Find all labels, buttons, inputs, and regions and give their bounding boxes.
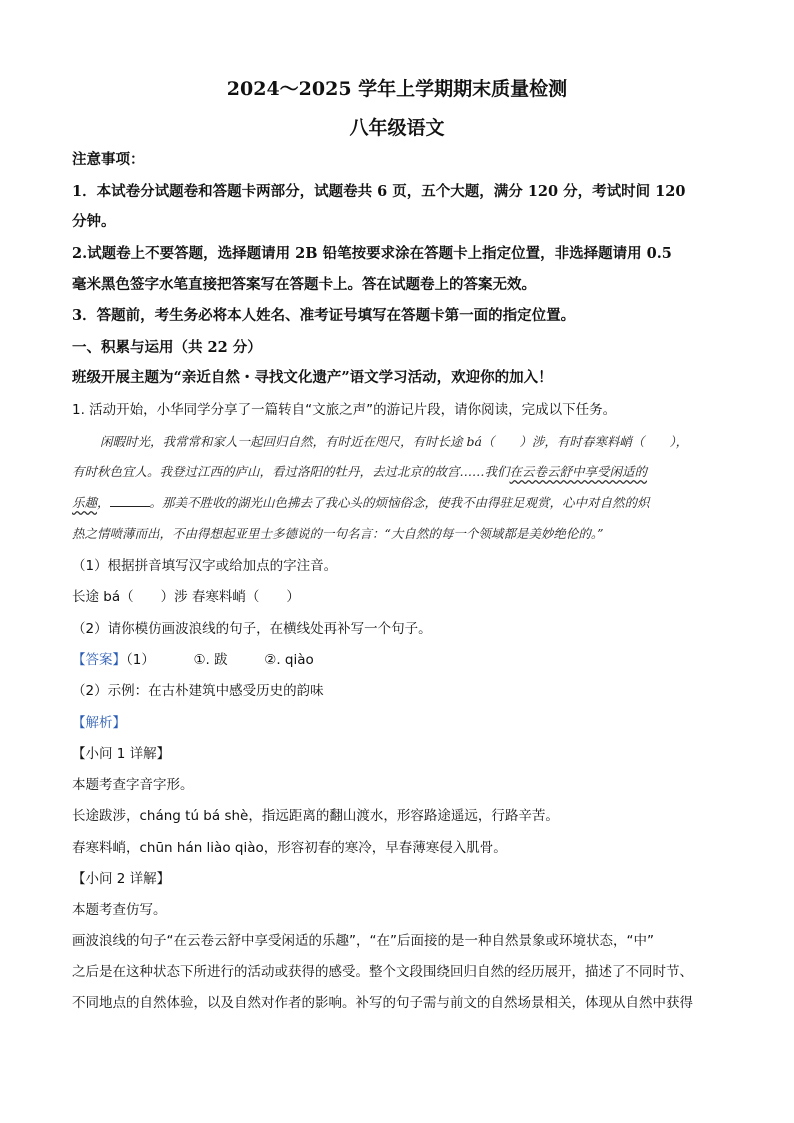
notice-item-2-line-2: 毫米黑色签字水笔直接把答案写在答题卡上。答在试题卷上的答案无效。 bbox=[72, 276, 536, 293]
answer-line bbox=[72, 650, 314, 670]
analysis-1-line-3: 春寒料峭，chūn hán liào qiào，形容初春的寒冷，早春薄寒侵入肌骨。 bbox=[72, 840, 507, 856]
passage-line-2 bbox=[72, 462, 647, 482]
analysis-2-line-4: 不同地点的自然体验，以及自然对作者的影响。补写的句子需与前文的自然场景相关，体现从自然中获得 bbox=[72, 995, 693, 1011]
passage-text: 闲暇时光，我常常和家人一起回归自然，有时近在咫尺，有时长途 bá（ ）涉，有时春寒料峭（ ）， bbox=[100, 434, 689, 449]
question-1-1: （1）根据拼音填写汉字或给加点的字注音。 bbox=[72, 558, 338, 574]
analysis-2-line-2: 画波浪线的句子“在云卷云舒中享受闲适的乐趣”，“在”后面接的是一种自然景象或环境状态，“中” bbox=[72, 933, 654, 949]
question-1-2: （2）请你模仿画波浪线的句子，在横线处再补写一个句子。 bbox=[72, 621, 432, 637]
passage-line-4: 热之情喷薄而出，不由得想起亚里士多德说的一句名言：“大自然的每一个领域都是美妙绝伦的。” bbox=[72, 526, 604, 541]
fill-in-blank bbox=[110, 494, 150, 507]
answer-1: . 跋 bbox=[205, 652, 228, 668]
passage-text: 。那美不胜收的湖光山色拂去了我心头的烦恼俗念，使我不由得驻足观赏，心中对自然的炽 bbox=[149, 495, 650, 510]
notice-item-3: 3．答题前，考生务必将本人姓名、准考证号填写在答题卡第一面的指定位置。 bbox=[72, 307, 576, 324]
answer-label: 【答案】 bbox=[72, 652, 126, 668]
sub-question-2-heading: 【小问 2 详解】 bbox=[72, 871, 171, 887]
section-intro: 班级开展主题为“亲近自然・寻找文化遗产”语文学习活动，欢迎你的加入！ bbox=[72, 369, 553, 386]
notice-heading: 注意事项： bbox=[72, 151, 145, 168]
analysis-1-line-2: 长途跋涉，cháng tú bá shè，指远距离的翻山渡水，形容路途遥远，行路辛苦。 bbox=[72, 808, 559, 824]
notice-item-1-line-2: 分钟。 bbox=[72, 213, 116, 230]
answer-part-1: （1） bbox=[126, 652, 155, 668]
analysis-1-line-1: 本题考查字音字形。 bbox=[72, 777, 194, 793]
wavy-underlined-sentence-end: 乐趣 bbox=[72, 495, 98, 510]
sub-question-1-heading: 【小问 1 详解】 bbox=[72, 746, 171, 762]
exam-subtitle: 八年级语文 bbox=[349, 117, 445, 139]
analysis-label: 【解析】 bbox=[72, 715, 126, 731]
exam-title: 2024～2025 学年上学期期末质量检测 bbox=[226, 78, 568, 100]
wavy-underlined-sentence: 在云卷云舒中享受闲适的 bbox=[509, 464, 648, 479]
notice-item-2-line-1: 2.试题卷上不要答题，选择题请用 2B 铅笔按要求涂在答题卡上指定位置，非选择题请用 0.5 bbox=[72, 245, 672, 262]
notice-item-1-line-1: 1．本试卷分试题卷和答题卡两部分，试题卷共 6 页，五个大题，满分 120 分，考试时间 120 bbox=[72, 183, 686, 200]
question-1-1-items: 长途 bá（ ）涉 春寒料峭（ ） bbox=[72, 589, 300, 605]
passage-line-3: 乐趣， 。那美不胜收的湖光山色拂去了我心头的烦恼俗念，使我不由得驻足观赏，心中对自然的炽 bbox=[72, 495, 650, 510]
answer-2: . qiào bbox=[276, 652, 314, 668]
section-heading: 一、积累与运用（共 22 分） bbox=[72, 339, 262, 356]
analysis-2-line-3: 之后是在这种状态下所进行的活动或获得的感受。整个文段围绕回归自然的经历展开，描述了不同时节、 bbox=[72, 964, 693, 980]
answer-number-2: ② bbox=[264, 652, 277, 668]
passage-text: 有时秋色宜人。我登过江西的庐山，看过洛阳的牡丹，去过北京的故宫……我们 bbox=[72, 464, 510, 479]
question-1-stem: 1. 活动开始，小华同学分享了一篇转自“文旅之声”的游记片段，请你阅读，完成以下任务。 bbox=[72, 402, 617, 418]
answer-number-1: ① bbox=[193, 652, 206, 668]
analysis-2-line-1: 本题考查仿写。 bbox=[72, 902, 167, 918]
passage-line-1 bbox=[100, 432, 688, 452]
answer-part-2: （2）示例：在古朴建筑中感受历史的韵味 bbox=[72, 683, 324, 699]
